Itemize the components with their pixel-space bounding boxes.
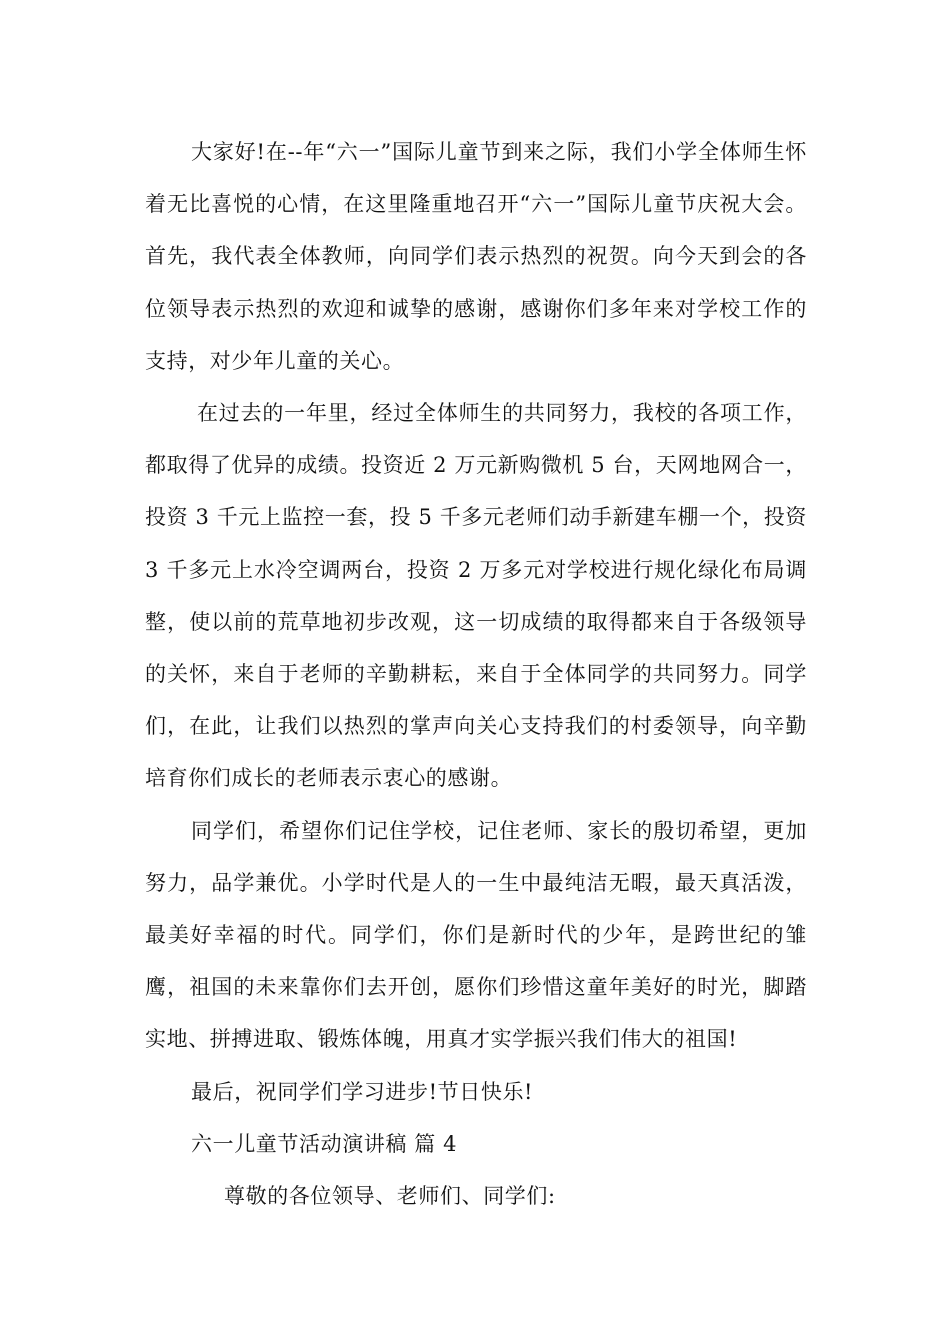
salutation: 尊敬的各位领导、老师们、同学们:	[224, 1184, 556, 1209]
paragraph-achievements: 在过去的一年里，经过全体师生的共同努力，我校的各项工作，都取得了优异的成绩。投资近 2 万元新购微机 5 台，天网地网合一，投资 3 千元上监控一套，投 5 千多元老师们动手新建车棚一个，投资 3 千多元上水冷空调两台，投资 2 万多元对学校进行规化绿化布局调整，使以前的荒草地初步改观，这一切成绩的取得都来自于各级领导的关怀，来自于老师的辛勤耕耘，来自于全体同学的共同努力。同学们，在此，让我们以热烈的掌声向关心支持我们的村委领导，向辛勤培育你们成长的老师表示衷心的感谢。	[145, 401, 807, 791]
paragraph-closing: 最后，祝同学们学习进步!节日快乐!	[191, 1079, 534, 1104]
paragraph-greeting: 大家好!在--年“六一”国际儿童节到来之际，我们小学全体师生怀着无比喜悦的心情，在这里隆重地召开“六一”国际儿童节庆祝大会。首先，我代表全体教师，向同学们表示热烈的祝贺。向今天到会的各位领导表示热烈的欢迎和诚挚的感谢，感谢你们多年来对学校工作的支持，对少年儿童的关心。	[145, 140, 807, 373]
paragraph-hopes: 同学们，希望你们记住学校，记住老师、家长的殷切希望，更加努力，品学兼优。小学时代是人的一生中最纯洁无暇，最天真活泼，最美好幸福的时代。同学们，你们是新时代的少年，是跨世纪的雏鹰，祖国的未来靠你们去开创，愿你们珍惜这童年美好的时光，脚踏实地、拼搏进取、锻炼体魄，用真才实学振兴我们伟大的祖国!	[145, 818, 807, 1052]
section-heading: 六一儿童节活动演讲稿 篇 4	[191, 1131, 458, 1156]
document-body	[145, 126, 807, 1222]
